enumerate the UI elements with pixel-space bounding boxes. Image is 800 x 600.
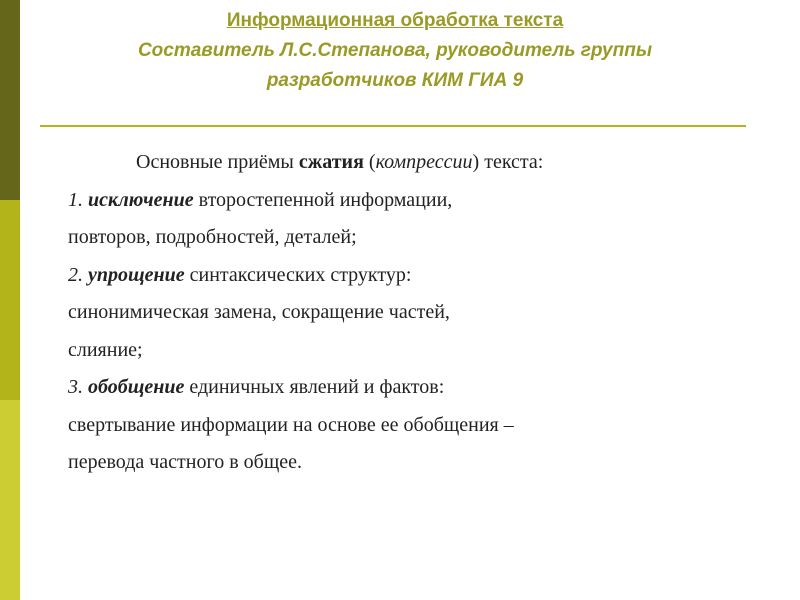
intro-text-end: ) текста: <box>472 151 544 173</box>
list-item-1-continuation: повторов, подробностей, деталей; <box>68 226 357 248</box>
intro-text: Основные приёмы <box>136 151 299 173</box>
intro-bold-term: сжатия <box>298 151 364 173</box>
author-line-2: разработчиков КИМ ГИА 9 <box>266 70 524 91</box>
item-3-number: 3. <box>68 376 88 398</box>
list-item-3-continuation: свертывание информации на основе ее обобщения – <box>68 413 514 436</box>
intro-paren-open: ( <box>363 151 376 173</box>
intro-italic-term: компрессии <box>375 151 473 173</box>
list-item-2-continuation: синонимическая замена, сокращение частей, <box>68 301 450 323</box>
item-2-number: 2. <box>68 263 88 286</box>
list-item-2 <box>68 257 748 295</box>
author-line: Составитель Л.С.Степанова, руководитель группы <box>137 40 653 61</box>
item-3-text: единичных явлений и фактов: <box>184 376 445 398</box>
list-item-2-continuation-2: слияние; <box>68 338 143 361</box>
sidebar-segment-light <box>0 400 20 600</box>
header-divider <box>40 125 746 127</box>
slide-body <box>68 144 748 482</box>
item-2-term: упрощение <box>88 263 185 286</box>
item-1-number: 1. <box>68 188 88 211</box>
item-2-text: синтаксических структур: <box>184 263 412 286</box>
sidebar-segment-mid <box>0 200 20 400</box>
slide-title: Информационная обработка текста <box>226 10 564 31</box>
list-item-3 <box>68 369 748 407</box>
item-1-text: второстепенной информации, <box>193 188 453 211</box>
list-item-1 <box>68 182 748 220</box>
item-3-term: обобщение <box>88 376 185 398</box>
intro-line <box>68 144 748 182</box>
sidebar-segment-dark <box>0 0 20 200</box>
slide-header <box>40 6 750 96</box>
item-1-term: исключение <box>88 188 194 211</box>
list-item-3-continuation-2: перевода частного в общее. <box>68 451 302 473</box>
